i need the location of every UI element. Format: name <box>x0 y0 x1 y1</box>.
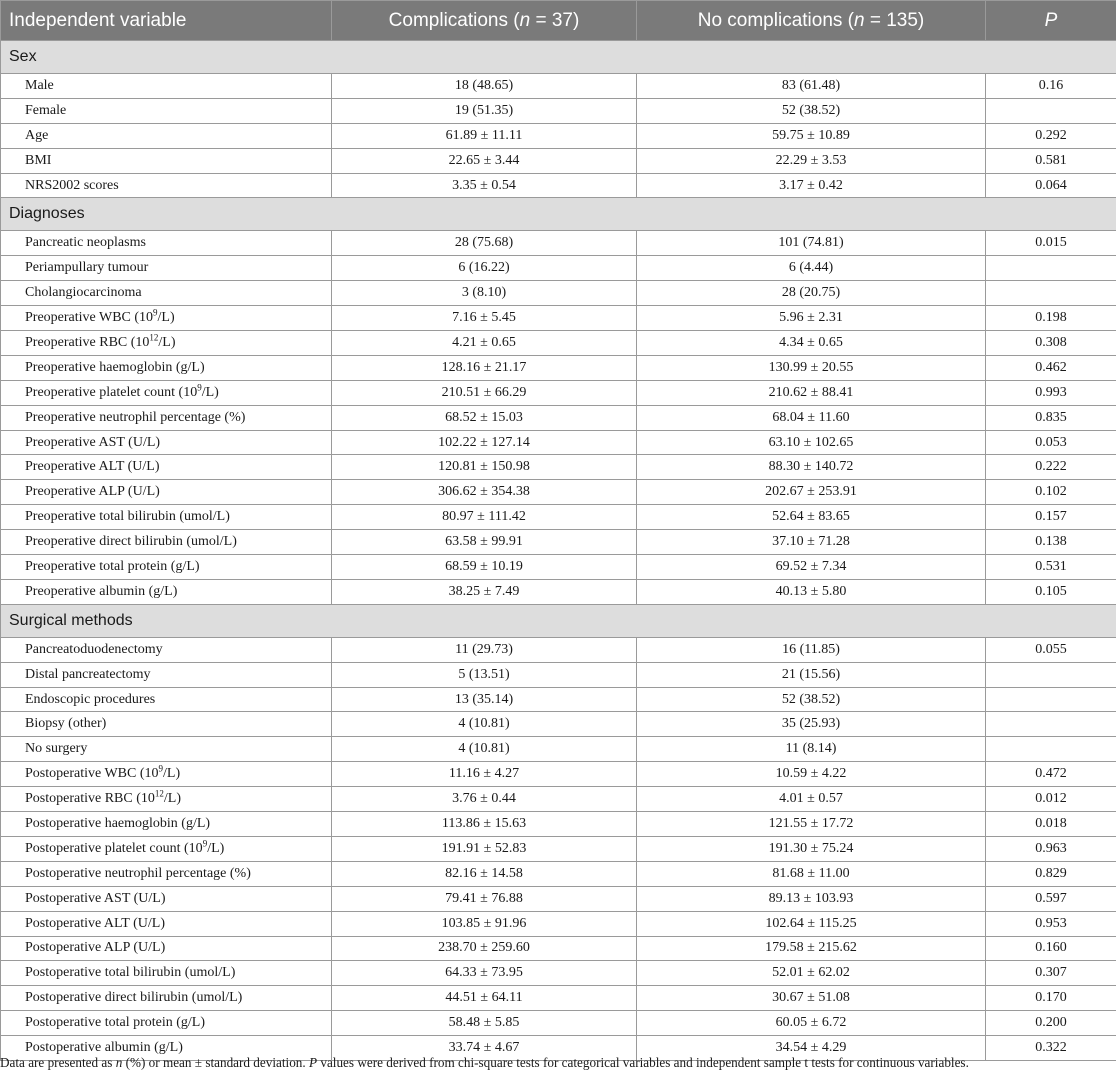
complications-cell: 38.25 ± 7.49 <box>332 579 637 604</box>
variable-label: Postoperative neutrophil percentage (%) <box>25 865 251 881</box>
variable-label: Endoscopic procedures <box>25 691 156 707</box>
no-complications-cell: 63.10 ± 102.65 <box>637 430 986 455</box>
variable-label: Postoperative total protein (g/L) <box>25 1015 206 1031</box>
variable-cell <box>1 480 332 505</box>
no-complications-cell: 4.01 ± 0.57 <box>637 787 986 812</box>
variable-exponent: 9 <box>197 382 202 393</box>
no-complications-cell: 34.54 ± 4.29 <box>637 1036 986 1061</box>
header-row <box>1 1 1116 41</box>
variable-label: Pancreatoduodenectomy <box>25 641 163 657</box>
p-value-cell: 0.160 <box>986 936 1116 961</box>
footnote-p: P <box>308 1055 318 1070</box>
p-value-cell: 0.138 <box>986 530 1116 555</box>
no-complications-cell: 102.64 ± 115.25 <box>637 911 986 936</box>
p-value-cell: 0.198 <box>986 306 1116 331</box>
header-no-complications-post: = 135) <box>864 9 925 31</box>
footnote-part1: Data are presented as <box>0 1055 116 1070</box>
p-value-cell: 0.292 <box>986 123 1116 148</box>
variable-label: Cholangiocarcinoma <box>25 285 142 301</box>
no-complications-cell: 52 (38.52) <box>637 98 986 123</box>
no-complications-cell: 202.67 ± 253.91 <box>637 480 986 505</box>
variable-cell <box>1 331 332 356</box>
complications-cell: 64.33 ± 73.95 <box>332 961 637 986</box>
header-independent-variable: Independent variable <box>1 1 332 41</box>
header-no-complications-pre: No complications ( <box>697 9 854 31</box>
complications-cell: 102.22 ± 127.14 <box>332 430 637 455</box>
variable-cell <box>1 455 332 480</box>
variable-cell <box>1 281 332 306</box>
p-value-cell: 0.053 <box>986 430 1116 455</box>
p-value-cell: 0.953 <box>986 911 1116 936</box>
complications-cell: 22.65 ± 3.44 <box>332 148 637 173</box>
table-row <box>1 74 1116 99</box>
no-complications-cell: 52.01 ± 62.02 <box>637 961 986 986</box>
variable-label: Postoperative ALP (U/L) <box>25 940 166 956</box>
no-complications-cell: 60.05 ± 6.72 <box>637 1011 986 1036</box>
p-value-cell <box>986 662 1116 687</box>
section-title: Surgical methods <box>1 604 1116 637</box>
p-value-cell: 0.531 <box>986 555 1116 580</box>
variable-unit-suffix: /L) <box>207 840 225 856</box>
variable-label: Age <box>25 127 49 143</box>
table-row <box>1 637 1116 662</box>
no-complications-cell: 22.29 ± 3.53 <box>637 148 986 173</box>
variable-cell <box>1 886 332 911</box>
section-row <box>1 198 1116 231</box>
table-row <box>1 505 1116 530</box>
variable-cell <box>1 1011 332 1036</box>
variable-cell <box>1 836 332 861</box>
table-row <box>1 555 1116 580</box>
header-complications <box>332 1 637 41</box>
variable-label: Postoperative direct bilirubin (umol/L) <box>25 990 243 1006</box>
p-value-cell: 0.222 <box>986 455 1116 480</box>
p-value-cell: 0.993 <box>986 380 1116 405</box>
header-no-complications <box>637 1 986 41</box>
p-value-cell <box>986 687 1116 712</box>
no-complications-cell: 16 (11.85) <box>637 637 986 662</box>
section-title: Diagnoses <box>1 198 1116 231</box>
variable-cell <box>1 861 332 886</box>
p-value-cell: 0.018 <box>986 812 1116 837</box>
complications-cell: 80.97 ± 111.42 <box>332 505 637 530</box>
complications-cell: 103.85 ± 91.96 <box>332 911 637 936</box>
variable-cell <box>1 256 332 281</box>
variable-unit-suffix: /L) <box>163 791 181 807</box>
complications-cell: 79.41 ± 76.88 <box>332 886 637 911</box>
table-row <box>1 687 1116 712</box>
complications-cell: 191.91 ± 52.83 <box>332 836 637 861</box>
section-title: Sex <box>1 41 1116 74</box>
p-value-cell: 0.012 <box>986 787 1116 812</box>
header-p-label: P <box>1044 9 1058 31</box>
complications-cell: 33.74 ± 4.67 <box>332 1036 637 1061</box>
variable-label: Male <box>25 77 54 93</box>
p-value-cell: 0.200 <box>986 1011 1116 1036</box>
variable-cell <box>1 637 332 662</box>
variable-cell <box>1 555 332 580</box>
variable-label: Preoperative ALP (U/L) <box>25 484 160 500</box>
complications-cell: 58.48 ± 5.85 <box>332 1011 637 1036</box>
variable-cell <box>1 355 332 380</box>
variable-label: Preoperative direct bilirubin (umol/L) <box>25 534 237 550</box>
variable-label: Preoperative neutrophil percentage (%) <box>25 409 246 425</box>
variable-exponent: 9 <box>158 763 164 774</box>
variable-cell <box>1 231 332 256</box>
no-complications-cell: 88.30 ± 140.72 <box>637 455 986 480</box>
no-complications-cell: 101 (74.81) <box>637 231 986 256</box>
p-value-cell <box>986 98 1116 123</box>
complications-cell: 44.51 ± 64.11 <box>332 986 637 1011</box>
variable-label: Preoperative WBC (10 <box>25 310 154 326</box>
p-value-cell <box>986 737 1116 762</box>
complications-cell: 63.58 ± 99.91 <box>332 530 637 555</box>
p-value-cell: 0.102 <box>986 480 1116 505</box>
header-complications-post: = 37) <box>530 9 580 31</box>
no-complications-cell: 68.04 ± 11.60 <box>637 405 986 430</box>
complications-cell: 238.70 ± 259.60 <box>332 936 637 961</box>
table-row <box>1 986 1116 1011</box>
no-complications-cell: 5.96 ± 2.31 <box>637 306 986 331</box>
variable-label: BMI <box>25 152 52 168</box>
variable-label: Postoperative platelet count (10 <box>25 840 203 856</box>
complications-cell: 3 (8.10) <box>332 281 637 306</box>
no-complications-cell: 37.10 ± 71.28 <box>637 530 986 555</box>
table-row <box>1 911 1116 936</box>
table-row <box>1 281 1116 306</box>
section-row <box>1 41 1116 74</box>
variable-label: No surgery <box>25 741 88 757</box>
p-value-cell: 0.308 <box>986 331 1116 356</box>
variable-cell <box>1 74 332 99</box>
footnote <box>0 1055 1116 1071</box>
header-p <box>986 1 1116 41</box>
no-complications-cell: 210.62 ± 88.41 <box>637 380 986 405</box>
variable-cell <box>1 579 332 604</box>
table-row <box>1 961 1116 986</box>
variable-label: Preoperative platelet count (10 <box>25 384 198 400</box>
header-complications-pre: Complications ( <box>388 9 520 31</box>
table-body <box>1 41 1116 1061</box>
p-value-cell: 0.835 <box>986 405 1116 430</box>
variable-label: Preoperative RBC (10 <box>25 334 150 350</box>
complications-cell: 61.89 ± 11.11 <box>332 123 637 148</box>
variable-label: Distal pancreatectomy <box>25 666 151 682</box>
complications-cell: 13 (35.14) <box>332 687 637 712</box>
variable-cell <box>1 306 332 331</box>
variable-cell <box>1 812 332 837</box>
p-value-cell: 0.597 <box>986 886 1116 911</box>
no-complications-cell: 81.68 ± 11.00 <box>637 861 986 886</box>
no-complications-cell: 69.52 ± 7.34 <box>637 555 986 580</box>
table-row <box>1 662 1116 687</box>
variable-unit-suffix: /L) <box>158 334 176 350</box>
table-row <box>1 430 1116 455</box>
variable-label: Periampullary tumour <box>25 260 149 276</box>
variable-cell <box>1 173 332 198</box>
variable-cell <box>1 787 332 812</box>
table-row <box>1 886 1116 911</box>
p-value-cell: 0.472 <box>986 762 1116 787</box>
table-row <box>1 936 1116 961</box>
table-row <box>1 98 1116 123</box>
variable-cell <box>1 911 332 936</box>
table-row <box>1 787 1116 812</box>
complications-cell: 7.16 ± 5.45 <box>332 306 637 331</box>
complications-cell: 120.81 ± 150.98 <box>332 455 637 480</box>
variable-exponent: 12 <box>149 332 159 343</box>
p-value-cell: 0.064 <box>986 173 1116 198</box>
variable-cell <box>1 687 332 712</box>
variable-unit-suffix: /L) <box>201 384 219 400</box>
no-complications-cell: 11 (8.14) <box>637 737 986 762</box>
complications-cell: 6 (16.22) <box>332 256 637 281</box>
variable-label: Preoperative ALT (U/L) <box>25 459 160 475</box>
no-complications-cell: 121.55 ± 17.72 <box>637 812 986 837</box>
footnote-n: n <box>115 1055 123 1070</box>
variable-cell <box>1 662 332 687</box>
variable-label: Postoperative WBC (10 <box>25 766 159 782</box>
table-row <box>1 173 1116 198</box>
variable-label: Postoperative albumin (g/L) <box>25 1040 183 1055</box>
p-value-cell <box>986 281 1116 306</box>
p-value-cell: 0.462 <box>986 355 1116 380</box>
complications-cell: 4 (10.81) <box>332 712 637 737</box>
variable-label: Postoperative total bilirubin (umol/L) <box>25 965 236 981</box>
variable-cell <box>1 123 332 148</box>
variable-label: Preoperative total protein (g/L) <box>25 558 200 574</box>
variable-unit-suffix: /L) <box>163 766 181 782</box>
p-value-cell: 0.015 <box>986 231 1116 256</box>
variable-label: Preoperative albumin (g/L) <box>25 583 178 599</box>
variable-exponent: 12 <box>154 788 164 799</box>
variable-label: Pancreatic neoplasms <box>25 235 146 251</box>
p-value-cell: 0.307 <box>986 961 1116 986</box>
table-row <box>1 836 1116 861</box>
variable-cell <box>1 712 332 737</box>
variable-label: Biopsy (other) <box>25 716 107 732</box>
no-complications-cell: 89.13 ± 103.93 <box>637 886 986 911</box>
no-complications-cell: 35 (25.93) <box>637 712 986 737</box>
complications-cell: 11.16 ± 4.27 <box>332 762 637 787</box>
table-row <box>1 812 1116 837</box>
variable-label: Postoperative AST (U/L) <box>25 890 166 906</box>
complications-cell: 82.16 ± 14.58 <box>332 861 637 886</box>
variable-exponent: 9 <box>153 307 158 318</box>
variable-cell <box>1 505 332 530</box>
table-row <box>1 480 1116 505</box>
section-row <box>1 604 1116 637</box>
table-row <box>1 306 1116 331</box>
complications-cell: 11 (29.73) <box>332 637 637 662</box>
variable-unit-suffix: /L) <box>157 310 175 326</box>
p-value-cell: 0.157 <box>986 505 1116 530</box>
variable-label: Postoperative ALT (U/L) <box>25 915 165 931</box>
complications-cell: 19 (51.35) <box>332 98 637 123</box>
p-value-cell: 0.170 <box>986 986 1116 1011</box>
header-no-complications-n: n <box>854 9 865 31</box>
complications-cell: 128.16 ± 21.17 <box>332 355 637 380</box>
table-row <box>1 331 1116 356</box>
variable-label: Preoperative total bilirubin (umol/L) <box>25 509 230 525</box>
p-value-cell <box>986 712 1116 737</box>
variable-label: NRS2002 scores <box>25 177 119 193</box>
no-complications-cell: 130.99 ± 20.55 <box>637 355 986 380</box>
complications-cell: 210.51 ± 66.29 <box>332 380 637 405</box>
variable-label: Postoperative RBC (10 <box>25 791 155 807</box>
no-complications-cell: 3.17 ± 0.42 <box>637 173 986 198</box>
variable-cell <box>1 405 332 430</box>
variable-cell <box>1 530 332 555</box>
no-complications-cell: 4.34 ± 0.65 <box>637 331 986 356</box>
variable-label: Preoperative haemoglobin (g/L) <box>25 359 205 375</box>
footnote-part2: (%) or mean ± standard deviation. <box>122 1055 309 1070</box>
table-row <box>1 762 1116 787</box>
no-complications-cell: 10.59 ± 4.22 <box>637 762 986 787</box>
no-complications-cell: 83 (61.48) <box>637 74 986 99</box>
complications-cell: 18 (48.65) <box>332 74 637 99</box>
complications-cell: 113.86 ± 15.63 <box>332 812 637 837</box>
no-complications-cell: 30.67 ± 51.08 <box>637 986 986 1011</box>
variable-label: Postoperative haemoglobin (g/L) <box>25 815 211 831</box>
variable-cell <box>1 762 332 787</box>
variable-cell <box>1 380 332 405</box>
table-row <box>1 455 1116 480</box>
variable-cell <box>1 986 332 1011</box>
p-value-cell: 0.322 <box>986 1036 1116 1061</box>
no-complications-cell: 179.58 ± 215.62 <box>637 936 986 961</box>
complications-cell: 4 (10.81) <box>332 737 637 762</box>
footnote-part3: values were derived from chi-square tests for categorical variables and independent sample t tests for continuous variables. <box>317 1055 969 1070</box>
variable-cell <box>1 148 332 173</box>
table-row <box>1 231 1116 256</box>
complications-cell: 68.59 ± 10.19 <box>332 555 637 580</box>
p-value-cell: 0.055 <box>986 637 1116 662</box>
p-value-cell: 0.829 <box>986 861 1116 886</box>
variable-cell <box>1 98 332 123</box>
table-row <box>1 530 1116 555</box>
no-complications-cell: 40.13 ± 5.80 <box>637 579 986 604</box>
table-row <box>1 861 1116 886</box>
complications-cell: 28 (75.68) <box>332 231 637 256</box>
no-complications-cell: 6 (4.44) <box>637 256 986 281</box>
table-row <box>1 1011 1116 1036</box>
variable-cell <box>1 430 332 455</box>
no-complications-cell: 59.75 ± 10.89 <box>637 123 986 148</box>
complications-cell: 306.62 ± 354.38 <box>332 480 637 505</box>
variable-exponent: 9 <box>202 838 208 849</box>
table-row <box>1 355 1116 380</box>
variable-cell <box>1 961 332 986</box>
p-value-cell <box>986 256 1116 281</box>
variable-label: Female <box>25 102 67 118</box>
variable-cell <box>1 936 332 961</box>
no-complications-cell: 21 (15.56) <box>637 662 986 687</box>
complications-cell: 4.21 ± 0.65 <box>332 331 637 356</box>
p-value-cell: 0.581 <box>986 148 1116 173</box>
table-row <box>1 123 1116 148</box>
variable-label: Preoperative AST (U/L) <box>25 434 161 450</box>
table-row <box>1 380 1116 405</box>
p-value-cell: 0.16 <box>986 74 1116 99</box>
variable-cell <box>1 737 332 762</box>
table-row <box>1 405 1116 430</box>
table-row <box>1 148 1116 173</box>
no-complications-cell: 28 (20.75) <box>637 281 986 306</box>
complications-cell: 68.52 ± 15.03 <box>332 405 637 430</box>
table-row <box>1 712 1116 737</box>
complications-cell: 5 (13.51) <box>332 662 637 687</box>
p-value-cell: 0.963 <box>986 836 1116 861</box>
table-row <box>1 579 1116 604</box>
table-row <box>1 256 1116 281</box>
complications-cell: 3.76 ± 0.44 <box>332 787 637 812</box>
no-complications-cell: 191.30 ± 75.24 <box>637 836 986 861</box>
table-row <box>1 737 1116 762</box>
header-complications-n: n <box>519 9 531 31</box>
complications-cell: 3.35 ± 0.54 <box>332 173 637 198</box>
no-complications-cell: 52 (38.52) <box>637 687 986 712</box>
p-value-cell: 0.105 <box>986 579 1116 604</box>
no-complications-cell: 52.64 ± 83.65 <box>637 505 986 530</box>
